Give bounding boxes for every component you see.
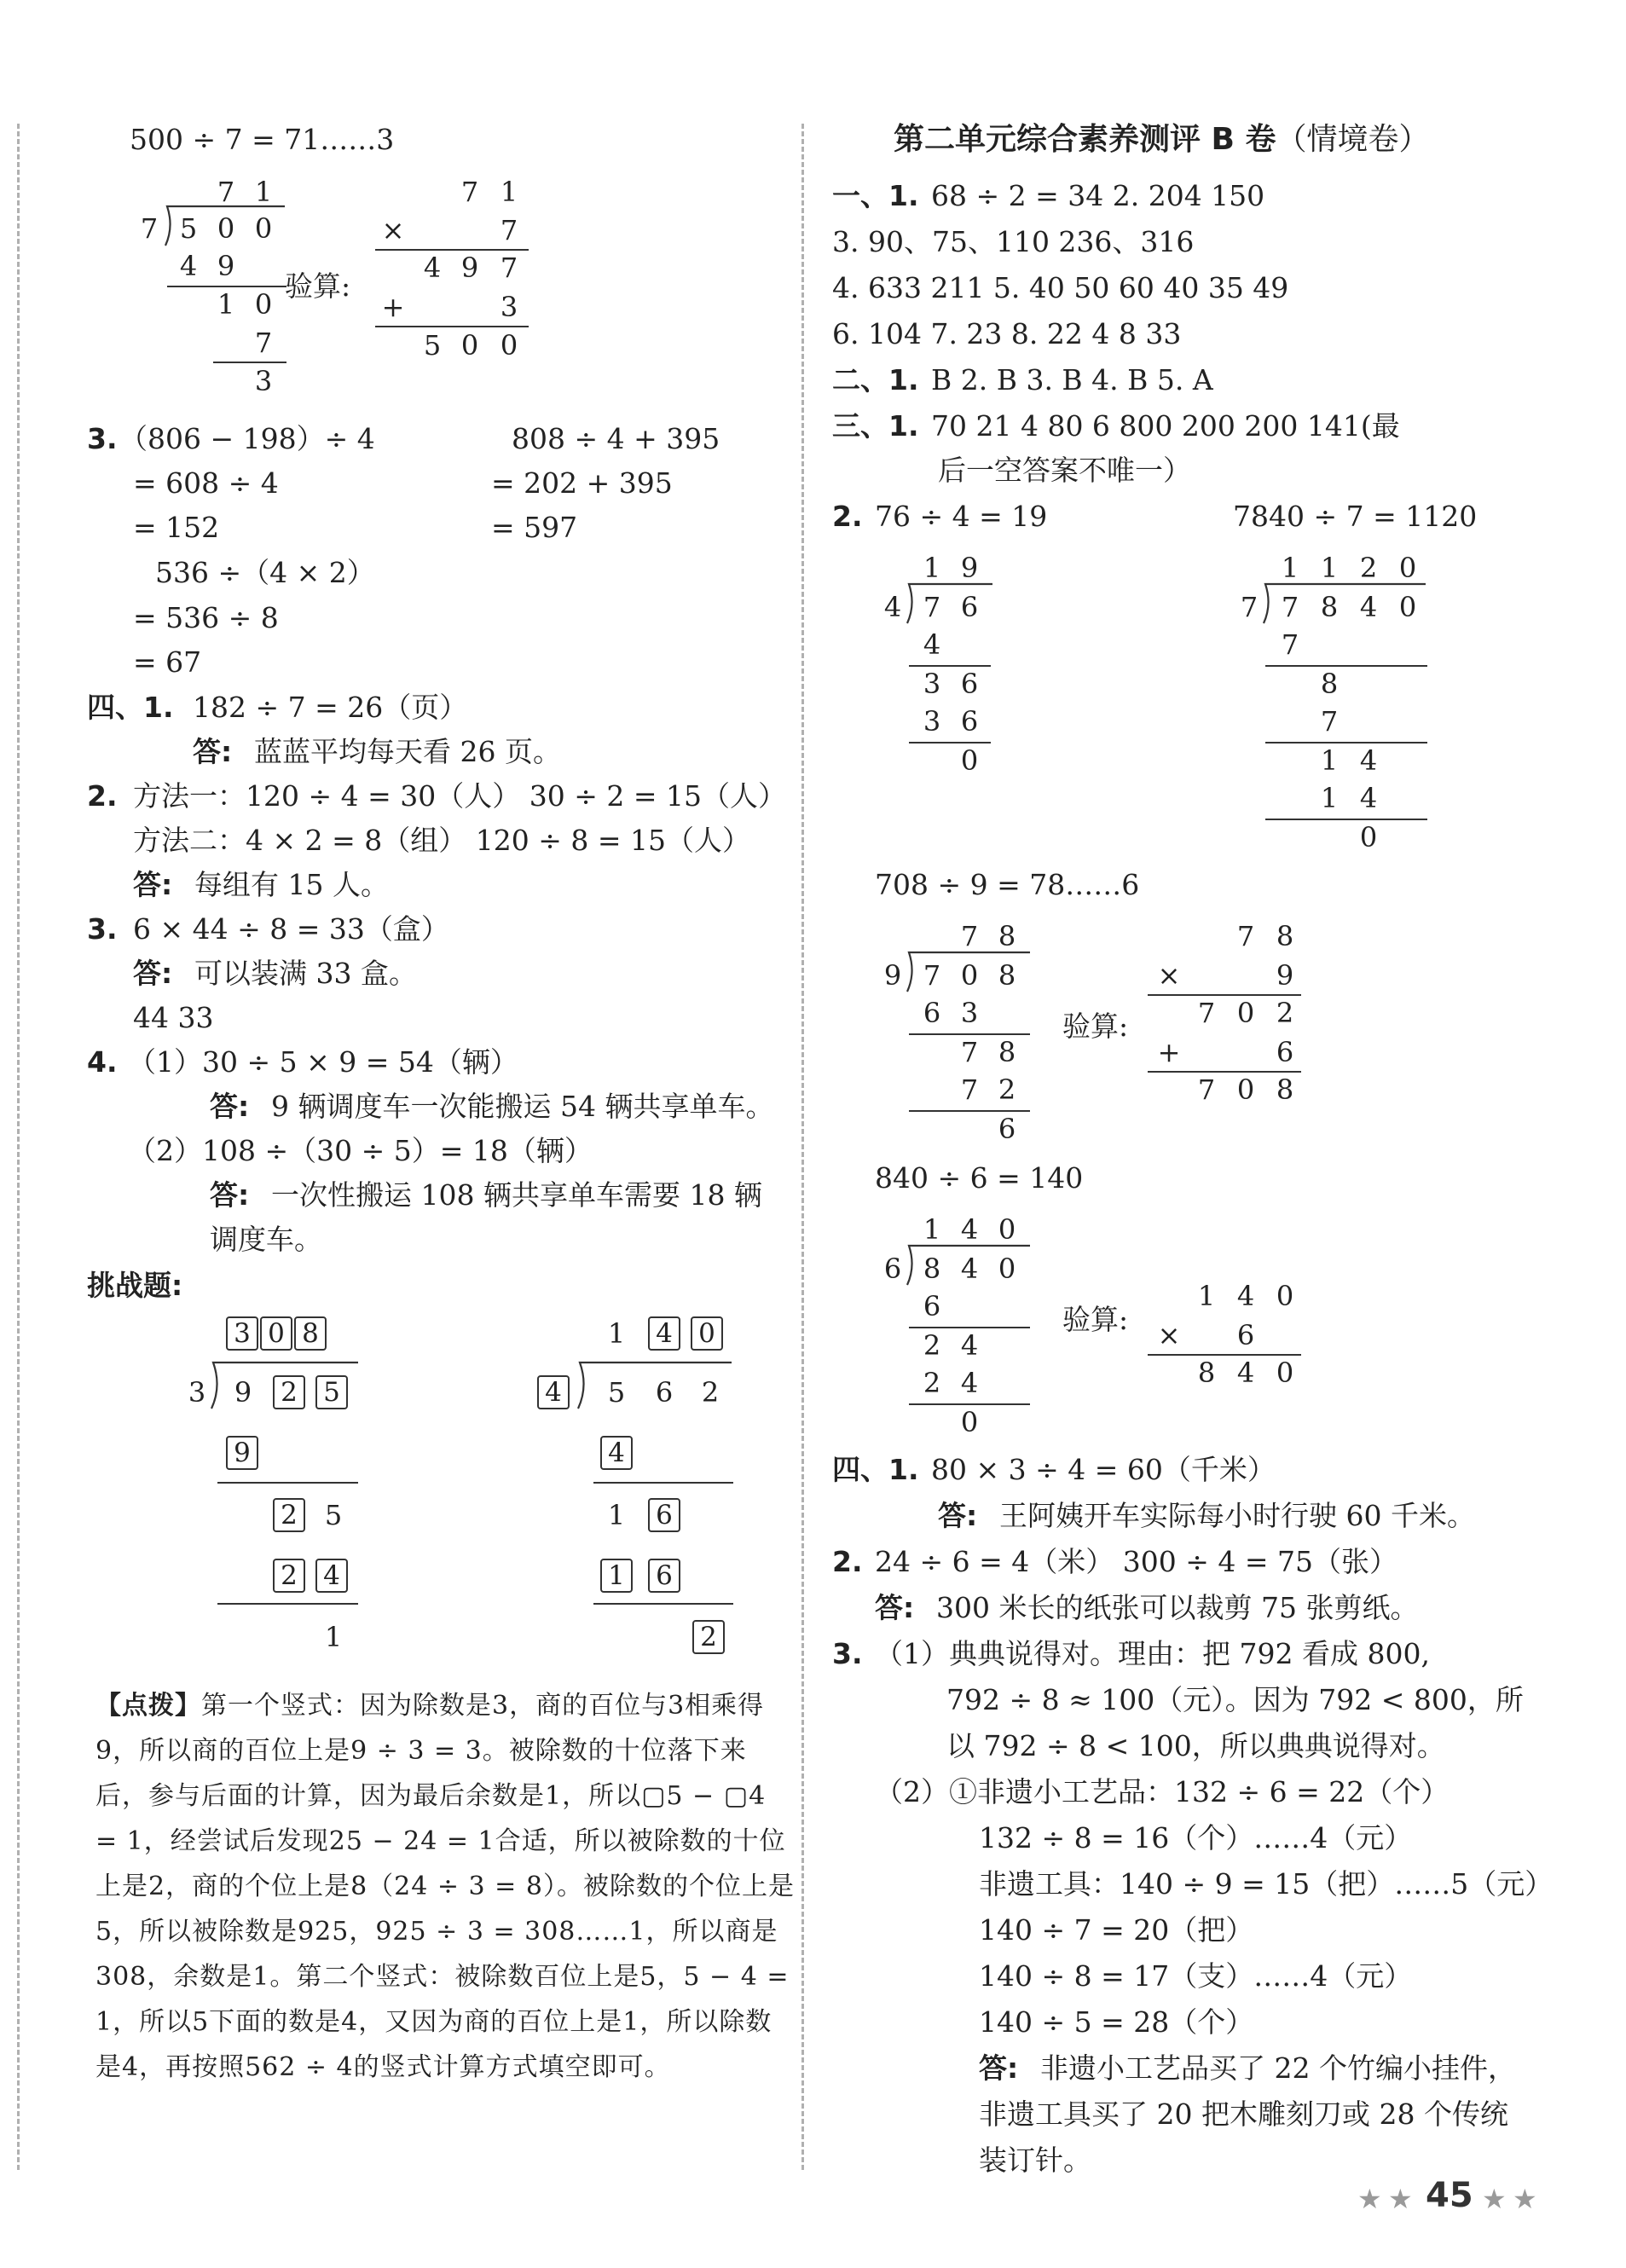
dividend-digit: 0 <box>998 1253 1016 1285</box>
digit: 0 <box>960 744 979 777</box>
answer-box: 0 <box>260 1316 292 1351</box>
question-number: 4. <box>87 1045 118 1079</box>
center-dashed-divider <box>801 124 804 2170</box>
digit: 0 <box>1276 1357 1294 1389</box>
question-number: 3. <box>832 1637 863 1670</box>
answer-box: 2 <box>273 1559 305 1593</box>
dividend-digit: 7 <box>923 591 941 623</box>
calc-line: 536 ÷（4 × 2） <box>155 556 375 589</box>
dividend-digit: 5 <box>179 212 198 245</box>
calc-line: 140 ÷ 5 = 28（个） <box>979 2005 1254 2039</box>
calc-line: （2）①非遗小工艺品：132 ÷ 6 = 22（个） <box>875 1775 1450 1808</box>
multiply-sign: × <box>1157 1319 1181 1351</box>
answer-text: 非遗工具买了 20 把木雕刻刀或 28 个传统 <box>979 2097 1508 2131</box>
calc-line: = 608 ÷ 4 <box>133 466 279 500</box>
division-equation: 708 ÷ 9 = 78……6 <box>875 868 1140 901</box>
quotient-digit: 9 <box>960 552 979 584</box>
calc-line: （1）30 ÷ 5 × 9 = 54（辆） <box>128 1045 518 1079</box>
answer-box: 4 <box>537 1375 570 1409</box>
division-rule <box>1265 742 1427 743</box>
answer-key: 答: <box>210 1090 250 1123</box>
digit: 4 <box>1359 782 1378 814</box>
quotient-digit: 1 <box>923 1213 941 1246</box>
digit: 1 <box>500 176 518 208</box>
answer-box: 2 <box>273 1498 305 1532</box>
quotient-digit: 2 <box>1359 552 1378 584</box>
quotient-digit: 1 <box>254 176 273 208</box>
star-icon: ★ <box>1388 2183 1413 2215</box>
calc-line: = 202 + 395 <box>491 466 673 500</box>
answer-text: 300 米长的纸张可以裁剪 75 张剪纸。 <box>936 1591 1419 1624</box>
answer-line: B 2. B 3. B 4. B 5. A <box>931 363 1213 396</box>
answer-text: 9 辆调度车一次能搬运 54 辆共享单车。 <box>271 1090 774 1123</box>
digit: 4 <box>960 1367 979 1399</box>
tip-paragraph <box>95 1683 795 2090</box>
digit: 6 <box>1236 1319 1255 1351</box>
calc-line: 808 ÷ 4 + 395 <box>512 422 720 455</box>
remainder-digit: 0 <box>254 288 273 321</box>
calc-line: （806 − 198）÷ 4 <box>119 422 375 455</box>
digit: 4 <box>960 1329 979 1362</box>
calc-line: 24 ÷ 6 = 4（米） 300 ÷ 4 = 75（张） <box>875 1545 1397 1578</box>
dividend-digit: 5 <box>607 1376 626 1409</box>
answer-text: 蓝蓝平均每天看 26 页。 <box>254 735 561 768</box>
digit: 1 <box>1320 744 1339 777</box>
calc-line: 140 ÷ 7 = 20（把） <box>979 1913 1254 1947</box>
answer-key: 答: <box>210 1178 250 1212</box>
calc-line: 非遗工具：140 ÷ 9 = 15（把）……5（元） <box>979 1867 1554 1901</box>
star-icon: ★ <box>1482 2183 1507 2215</box>
digit: 2 <box>923 1329 941 1362</box>
dividend-digit: 8 <box>923 1253 941 1285</box>
quotient-digit: 0 <box>1398 552 1417 584</box>
digit: 6 <box>923 1290 941 1322</box>
dividend-digit: 4 <box>960 1253 979 1285</box>
subtract-digit: 7 <box>254 327 273 359</box>
answer-box: 2 <box>273 1375 305 1409</box>
quotient-digit: 1 <box>607 1317 626 1350</box>
division-equation: 7840 ÷ 7 = 1120 <box>1233 500 1478 533</box>
digit: 9 <box>1276 959 1294 992</box>
digit: 4 <box>1359 744 1378 777</box>
divisor: 9 <box>883 959 902 992</box>
answer-key: 答: <box>979 2051 1019 2085</box>
digit: 3 <box>923 668 941 700</box>
question-number: 2. <box>832 1545 863 1578</box>
question-number: 2. <box>87 779 118 813</box>
quotient-digit: 1 <box>923 552 941 584</box>
answer-box: 1 <box>600 1559 633 1593</box>
division-rule <box>217 1482 358 1484</box>
digit: 0 <box>460 329 479 362</box>
digit: 8 <box>1197 1357 1216 1389</box>
answer-text: 可以装满 33 盒。 <box>194 957 417 990</box>
dividend-digit: 0 <box>1398 591 1417 623</box>
quotient-digit: 1 <box>1320 552 1339 584</box>
digit: 6 <box>923 997 941 1029</box>
multiply-sign: × <box>381 214 405 246</box>
digit: 0 <box>1276 1280 1294 1312</box>
section-label: 二、1. <box>832 363 919 396</box>
plus-sign: + <box>381 291 405 323</box>
answer-text: 王阿姨开车实际每小时行驶 60 千米。 <box>999 1499 1475 1532</box>
question-number: 3. <box>87 422 118 455</box>
digit: 3 <box>923 705 941 738</box>
digit: 0 <box>1359 821 1378 853</box>
digit: 4 <box>1236 1357 1255 1389</box>
answer-line: 后一空答案不唯一） <box>938 454 1191 487</box>
dividend-digit: 0 <box>217 212 235 245</box>
digit: 7 <box>500 252 518 284</box>
division-rule <box>593 1603 733 1605</box>
dividend-digit: 7 <box>1281 591 1299 623</box>
title-subtitle: （情境卷） <box>1276 122 1430 157</box>
division-equation: 500 ÷ 7 = 71……3 <box>130 123 395 156</box>
quotient-digit: 7 <box>960 920 979 952</box>
calc-line: = 536 ÷ 8 <box>133 601 279 634</box>
dividend-digit: 6 <box>960 591 979 623</box>
answer-key: 答: <box>193 735 233 768</box>
division-equation: 76 ÷ 4 = 19 <box>875 500 1048 533</box>
answer-line: 4. 633 211 5. 40 50 60 40 35 49 <box>832 271 1289 304</box>
digit: 4 <box>1236 1280 1255 1312</box>
tip-text: 第一个竖式：因为除数是3，商的百位与3相乘得9，所以商的百位上是9 ÷ 3 = 3。被除数的十位落下来后，参与后面的计算，因为最后余数是1，所以▢5 − ▢4 = 1，经尝试后发现25 − 24 = 1合适，所以被除数的十位上是2，商的个位上是8（24 ÷ 3 = 8）。被除数的个位上是5，所以被除数是925，925 ÷ 3 = 308……1，所以商是308，余数是1。第二个竖式：被除数百位上是5，5 − 4 = 1，所以5下面的数是4，又因为商的百位上是1，所以除数是4，再按照562 ÷ 4的竖式计算方式填空即可。 <box>95 1691 795 2082</box>
section-label: 四、1. <box>832 1453 919 1486</box>
section-label: 四、1. <box>87 691 174 724</box>
calc-line: = 67 <box>133 645 202 679</box>
check-label: 验算: <box>285 269 351 303</box>
answer-text: 每组有 15 人。 <box>194 868 389 901</box>
digit: 7 <box>1236 920 1255 952</box>
answer-box: 2 <box>692 1620 725 1654</box>
digit: 1 <box>1197 1280 1216 1312</box>
left-margin-dashed-line <box>17 124 20 2170</box>
digit: 7 <box>960 1073 979 1106</box>
answer-text: 非遗小工艺品买了 22 个竹编小挂件， <box>1040 2051 1516 2085</box>
calc-line: 182 ÷ 7 = 26（页） <box>193 691 468 724</box>
divisor: 7 <box>140 212 159 245</box>
section-label: 一、1. <box>832 179 919 212</box>
dividend-digit: 9 <box>234 1376 252 1409</box>
remainder-digit: 3 <box>254 365 273 397</box>
dividend-digit: 8 <box>1320 591 1339 623</box>
dividend-digit: 0 <box>960 959 979 992</box>
calc-line: 80 × 3 ÷ 4 = 60（千米） <box>931 1453 1276 1486</box>
section-label: 三、1. <box>832 409 919 443</box>
question-number: 2. <box>832 500 863 533</box>
title-text: 第二单元综合素养测评 B 卷 <box>894 122 1276 157</box>
digit: 6 <box>1276 1036 1294 1068</box>
multiply-sign: × <box>1157 959 1181 992</box>
dividend-digit: 7 <box>923 959 941 992</box>
digit: 7 <box>1197 997 1216 1029</box>
calc-line: 6 × 44 ÷ 8 = 33（盒） <box>133 912 449 946</box>
dividend-digit: 4 <box>1359 591 1378 623</box>
calc-line: 132 ÷ 8 = 16（个）……4（元） <box>979 1821 1413 1854</box>
answer-box: 3 <box>226 1316 258 1351</box>
answer-box: 8 <box>294 1316 327 1351</box>
digit: 5 <box>324 1499 343 1531</box>
calc-line: 方法二：4 × 2 = 8（组） 120 ÷ 8 = 15（人） <box>133 824 750 857</box>
quotient-digit: 8 <box>998 920 1016 952</box>
tip-key: 【点拨】 <box>95 1691 201 1721</box>
digit: 0 <box>1236 997 1255 1029</box>
calc-line: 140 ÷ 8 = 17（支）……4（元） <box>979 1959 1413 1993</box>
digit: 0 <box>960 1406 979 1438</box>
digit: 0 <box>500 329 518 362</box>
calc-line: （2）108 ÷（30 ÷ 5）= 18（辆） <box>128 1134 593 1167</box>
answer-key: 答: <box>133 868 173 901</box>
calc-line: = 152 <box>133 511 220 544</box>
answer-box: 4 <box>600 1436 633 1470</box>
answer-box: 0 <box>691 1316 723 1351</box>
answer-text: 装订针。 <box>979 2144 1091 2177</box>
divisor: 3 <box>188 1376 206 1409</box>
answer-text: 一次性搬运 108 辆共享单车需要 18 辆 <box>271 1178 762 1212</box>
division-rule <box>217 1603 358 1605</box>
digit: 8 <box>1320 668 1339 700</box>
digit: 9 <box>460 252 479 284</box>
digit: 3 <box>500 291 518 323</box>
calc-line: 792 ÷ 8 ≈ 100（元）。因为 792 < 800，所 <box>946 1683 1524 1716</box>
answer-line: 70 21 4 80 6 800 200 200 141(最 <box>931 409 1400 443</box>
digit: 2 <box>923 1367 941 1399</box>
digit: 6 <box>960 668 979 700</box>
answer-box: 5 <box>315 1375 348 1409</box>
star-icon: ★ <box>1357 2183 1382 2215</box>
digit: 0 <box>1236 1073 1255 1106</box>
digit: 7 <box>960 1036 979 1068</box>
digit: 7 <box>460 176 479 208</box>
plus-sign: + <box>1157 1036 1181 1068</box>
digit: 6 <box>960 705 979 738</box>
question-number: 3. <box>87 912 118 946</box>
section-title <box>894 121 1430 159</box>
digit: 8 <box>998 1036 1016 1068</box>
divisor: 4 <box>883 591 902 623</box>
answer-box: 4 <box>648 1316 680 1351</box>
challenge-label: 挑战题: <box>87 1269 183 1302</box>
calc-rule <box>375 326 529 327</box>
answer-line: 6. 104 7. 23 8. 22 4 8 33 <box>832 317 1182 350</box>
answer-line: 68 ÷ 2 = 34 2. 204 150 <box>931 179 1265 212</box>
calc-line: 方法一：120 ÷ 4 = 30（人） 30 ÷ 2 = 15（人） <box>133 779 786 813</box>
check-label: 验算: <box>1062 1303 1129 1336</box>
digit: 6 <box>998 1113 1016 1145</box>
digit: 8 <box>1276 1073 1294 1106</box>
digit: 1 <box>607 1499 626 1531</box>
dividend-digit: 6 <box>655 1376 674 1409</box>
subtract-digit: 9 <box>217 250 235 282</box>
star-icon: ★ <box>1513 2183 1537 2215</box>
calc-line: 44 33 <box>133 1001 214 1034</box>
digit: 3 <box>960 997 979 1029</box>
division-rule <box>1265 819 1427 820</box>
answer-box: 4 <box>315 1559 348 1593</box>
answer-line: 3. 90、75、110 236、316 <box>832 225 1195 258</box>
answer-box: 6 <box>648 1498 680 1532</box>
digit: 2 <box>998 1073 1016 1106</box>
digit: 1 <box>324 1621 343 1653</box>
quotient-digit: 0 <box>998 1213 1016 1246</box>
calc-line: （1）典典说得对。理由：把 792 看成 800, <box>875 1637 1430 1670</box>
subtract-digit: 7 <box>1281 628 1299 661</box>
answer-box: 9 <box>226 1436 258 1470</box>
digit: 1 <box>1320 782 1339 814</box>
division-rule <box>593 1482 733 1484</box>
check-label: 验算: <box>1062 1010 1129 1043</box>
digit: 7 <box>1320 705 1339 738</box>
division-equation: 840 ÷ 6 = 140 <box>875 1161 1084 1195</box>
answer-text: 调度车。 <box>210 1223 322 1256</box>
subtract-digit: 4 <box>179 250 198 282</box>
remainder-digit: 1 <box>217 288 235 321</box>
answer-key: 答: <box>938 1499 978 1532</box>
digit: 8 <box>1276 920 1294 952</box>
digit: 4 <box>423 252 442 284</box>
divisor: 7 <box>1240 591 1259 623</box>
dividend-digit: 0 <box>254 212 273 245</box>
digit: 7 <box>500 214 518 246</box>
division-rule <box>1265 665 1427 667</box>
divisor: 6 <box>883 1253 902 1285</box>
dividend-digit: 2 <box>701 1376 720 1409</box>
calc-line: = 597 <box>491 511 578 544</box>
answer-key: 答: <box>875 1591 915 1624</box>
subtract-digit: 4 <box>923 628 941 661</box>
digit: 2 <box>1276 997 1294 1029</box>
answer-box: 6 <box>648 1559 680 1593</box>
quotient-digit: 1 <box>1281 552 1299 584</box>
dividend-digit: 8 <box>998 959 1016 992</box>
calc-line: 以 792 ÷ 8 < 100，所以典典说得对。 <box>946 1729 1445 1762</box>
quotient-digit: 4 <box>960 1213 979 1246</box>
page-number: 45 <box>1426 2176 1473 2215</box>
digit: 7 <box>1197 1073 1216 1106</box>
answer-key: 答: <box>133 957 173 990</box>
digit: 5 <box>423 329 442 362</box>
division-rule <box>213 362 286 363</box>
quotient-digit: 7 <box>217 176 235 208</box>
